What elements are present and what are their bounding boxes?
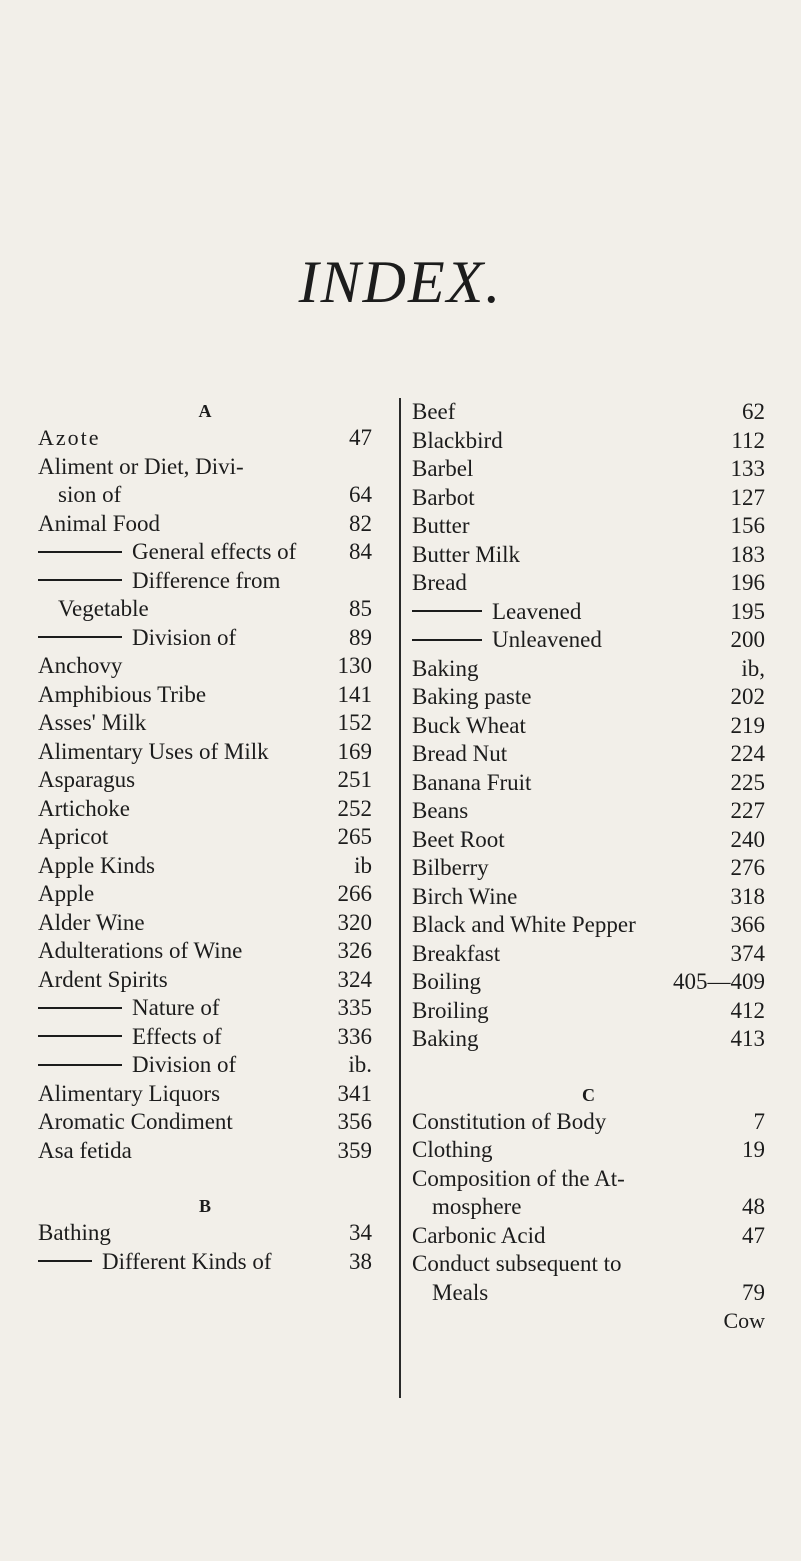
section-letter-c: C bbox=[582, 1084, 595, 1105]
index-entry bbox=[412, 1136, 765, 1165]
index-entry bbox=[412, 484, 765, 513]
entry-term bbox=[38, 681, 330, 710]
entry-term-text: Birch Wine bbox=[412, 883, 518, 909]
entry-term-text: Buck Wheat bbox=[412, 712, 526, 738]
index-entry bbox=[412, 541, 765, 570]
entry-page: 276 bbox=[730, 855, 765, 880]
entry-term-text: Effects of bbox=[132, 1023, 222, 1049]
entry-page: 130 bbox=[337, 653, 372, 678]
index-entry bbox=[412, 427, 765, 456]
index-entry bbox=[38, 966, 372, 995]
entry-page: 374 bbox=[730, 940, 765, 966]
index-entry bbox=[38, 709, 372, 738]
index-entry bbox=[412, 826, 765, 855]
index-entry bbox=[412, 683, 765, 712]
entry-term bbox=[38, 766, 330, 795]
entry-term-text: Difference from bbox=[132, 567, 281, 593]
entry-term-text: Bilberry bbox=[412, 855, 489, 880]
entry-term bbox=[38, 424, 341, 453]
entry-term-text: Division of bbox=[132, 1052, 237, 1077]
entry-page: 141 bbox=[337, 681, 372, 707]
entry-page: 405—409 bbox=[673, 969, 765, 994]
ditto-dash bbox=[412, 610, 482, 612]
entry-page: ib. bbox=[348, 1052, 372, 1077]
ditto-dash bbox=[38, 1007, 122, 1009]
entry-term-text: Black and White Pepper bbox=[412, 912, 636, 937]
entry-term bbox=[412, 626, 723, 655]
index-entry bbox=[412, 1222, 765, 1251]
entry-term bbox=[412, 883, 723, 912]
entry-term bbox=[412, 1193, 734, 1222]
section-b-entries bbox=[38, 1219, 372, 1276]
entry-page: ib bbox=[354, 852, 372, 878]
ditto-dash bbox=[38, 1064, 122, 1066]
entry-term-text: Alimentary Uses of Milk bbox=[38, 738, 269, 764]
entry-term bbox=[412, 655, 733, 684]
entry-term-text: Boiling bbox=[412, 969, 482, 994]
entry-page: 266 bbox=[337, 881, 372, 906]
entry-term-text: General effects of bbox=[132, 539, 297, 564]
index-entry bbox=[412, 655, 765, 684]
entry-page: 79 bbox=[742, 1279, 765, 1305]
index-entry bbox=[412, 740, 765, 769]
ditto-dash bbox=[38, 1260, 92, 1262]
entry-page: 196 bbox=[730, 570, 765, 595]
index-entry bbox=[412, 1250, 765, 1279]
entry-page: 195 bbox=[730, 598, 765, 624]
entry-term-text: Bread Nut bbox=[412, 741, 508, 766]
entry-term-text: Clothing bbox=[412, 1137, 493, 1162]
entry-term bbox=[412, 1165, 757, 1194]
entry-term-text: Amphibious Tribe bbox=[38, 681, 207, 707]
entry-page: 413 bbox=[730, 1026, 765, 1051]
entry-term bbox=[412, 569, 723, 598]
entry-term bbox=[38, 481, 341, 510]
entry-term bbox=[412, 769, 723, 798]
entry-page: 89 bbox=[349, 624, 372, 650]
entry-term-text: Vegetable bbox=[58, 596, 149, 621]
entry-page: 320 bbox=[337, 909, 372, 935]
entry-term bbox=[412, 1250, 757, 1279]
entry-term-text: Baking bbox=[412, 655, 479, 681]
entry-term bbox=[412, 1136, 734, 1165]
entry-term-text: Blackbird bbox=[412, 427, 503, 453]
entry-term bbox=[38, 453, 364, 482]
index-entry bbox=[412, 626, 765, 655]
entry-term-text: Leavened bbox=[492, 598, 582, 624]
entry-page: 200 bbox=[730, 627, 765, 652]
entry-term bbox=[412, 427, 723, 456]
index-entry bbox=[412, 398, 765, 427]
entry-term-text: Baking paste bbox=[412, 684, 532, 709]
entry-term bbox=[38, 966, 330, 995]
index-entry bbox=[412, 769, 765, 798]
entry-term-text: Asparagus bbox=[38, 767, 136, 792]
entry-term bbox=[38, 709, 330, 738]
entry-page: 152 bbox=[337, 710, 372, 735]
entry-term bbox=[412, 712, 723, 741]
entry-term-text: Banana Fruit bbox=[412, 769, 532, 795]
entry-term bbox=[38, 1219, 341, 1248]
entry-term bbox=[412, 484, 723, 513]
entry-page: 47 bbox=[742, 1222, 765, 1248]
entry-term-text: Beef bbox=[412, 399, 456, 424]
entry-page: 47 bbox=[349, 425, 372, 450]
entry-term-text: Conduct subsequent to bbox=[412, 1251, 622, 1276]
index-entry bbox=[38, 652, 372, 681]
index-entry bbox=[38, 766, 372, 795]
entry-term-text: Division of bbox=[132, 624, 237, 650]
entry-term bbox=[38, 1248, 341, 1277]
entry-term bbox=[38, 595, 341, 624]
index-entry bbox=[412, 1279, 765, 1308]
entry-term bbox=[38, 624, 341, 653]
entry-term-text: Ardent Spirits bbox=[38, 966, 168, 992]
index-entry bbox=[38, 795, 372, 824]
entry-page: 252 bbox=[337, 795, 372, 821]
index-entry bbox=[38, 852, 372, 881]
index-entry bbox=[38, 909, 372, 938]
index-entry bbox=[38, 481, 372, 510]
entry-term bbox=[412, 854, 723, 883]
entry-term bbox=[412, 455, 723, 484]
entry-term bbox=[38, 823, 330, 852]
ditto-dash bbox=[38, 1035, 122, 1037]
entry-page: ib, bbox=[741, 655, 765, 681]
index-entry bbox=[412, 1165, 765, 1194]
index-entry bbox=[38, 1219, 372, 1248]
entry-page: 127 bbox=[730, 484, 765, 510]
index-entry bbox=[38, 937, 372, 966]
entry-term-text: Composition of the At- bbox=[412, 1165, 625, 1191]
entry-term-text: Alimentary Liquors bbox=[38, 1080, 221, 1106]
entry-page: 202 bbox=[730, 684, 765, 709]
index-entry bbox=[38, 880, 372, 909]
entry-page: 265 bbox=[337, 824, 372, 849]
entry-page: 326 bbox=[337, 938, 372, 963]
index-entry bbox=[38, 1248, 372, 1277]
entry-term-text: Butter Milk bbox=[412, 541, 520, 567]
entry-term-text: Animal Food bbox=[38, 510, 161, 536]
entry-term-text: Beans bbox=[412, 798, 469, 823]
entry-term bbox=[38, 738, 330, 767]
entry-term-text: Beet Root bbox=[412, 826, 505, 852]
right-column bbox=[412, 398, 765, 1335]
index-entry bbox=[38, 538, 372, 567]
entry-term-text: Asa fetida bbox=[38, 1137, 132, 1163]
entry-term bbox=[412, 1279, 734, 1308]
index-entry bbox=[412, 569, 765, 598]
entry-term-text: Barbot bbox=[412, 484, 475, 510]
index-entry bbox=[38, 1137, 372, 1166]
entry-page: 318 bbox=[730, 883, 765, 909]
entry-page: 224 bbox=[730, 741, 765, 766]
entry-term-text: Bathing bbox=[38, 1220, 111, 1245]
index-entry bbox=[38, 453, 372, 482]
index-entry bbox=[38, 994, 372, 1023]
section-b-continued-entries bbox=[412, 398, 765, 1054]
entry-page: 366 bbox=[730, 912, 765, 937]
entry-term-text: Barbel bbox=[412, 456, 474, 481]
index-entry bbox=[412, 712, 765, 741]
entry-term bbox=[412, 740, 723, 769]
entry-term bbox=[38, 652, 330, 681]
page-title: INDEX. bbox=[298, 249, 503, 315]
entry-term-text: Apple bbox=[38, 881, 95, 906]
entry-page: 240 bbox=[730, 826, 765, 852]
entry-page: 227 bbox=[730, 798, 765, 823]
entry-page: 335 bbox=[337, 995, 372, 1020]
entry-term bbox=[412, 512, 723, 541]
entry-page: 112 bbox=[731, 427, 765, 453]
entry-term bbox=[38, 1137, 330, 1166]
index-entry bbox=[38, 624, 372, 653]
entry-term bbox=[412, 1025, 723, 1054]
entry-term bbox=[412, 968, 665, 997]
entry-page: 133 bbox=[730, 456, 765, 481]
entry-page: 85 bbox=[349, 596, 372, 621]
entry-term-text: Broiling bbox=[412, 997, 489, 1023]
index-entry bbox=[412, 911, 765, 940]
entry-term bbox=[412, 541, 723, 570]
entry-term-text: Bread bbox=[412, 570, 467, 595]
entry-term-text: Nature of bbox=[132, 995, 220, 1020]
left-column bbox=[38, 398, 372, 1276]
index-entry bbox=[412, 1108, 765, 1137]
section-a-entries bbox=[38, 424, 372, 1165]
index-entry bbox=[412, 968, 765, 997]
entry-page: 359 bbox=[337, 1137, 372, 1163]
index-entry bbox=[38, 424, 372, 453]
entry-term bbox=[38, 937, 330, 966]
entry-term bbox=[412, 683, 723, 712]
entry-term bbox=[38, 880, 330, 909]
entry-page: 336 bbox=[337, 1023, 372, 1049]
entry-page: 183 bbox=[730, 541, 765, 567]
entry-page: 156 bbox=[730, 513, 765, 538]
entry-term-text: Butter bbox=[412, 513, 470, 538]
entry-term-text: Artichoke bbox=[38, 795, 130, 821]
entry-term-text: Adulterations of Wine bbox=[38, 938, 243, 963]
index-entry bbox=[412, 455, 765, 484]
entry-term-text: Alder Wine bbox=[38, 909, 145, 935]
section-letter-a: A bbox=[198, 401, 212, 421]
entry-term bbox=[412, 598, 723, 627]
entry-page: 225 bbox=[730, 769, 765, 795]
index-entry bbox=[38, 595, 372, 624]
entry-term bbox=[412, 398, 734, 427]
index-entry bbox=[38, 823, 372, 852]
entry-page: 356 bbox=[337, 1109, 372, 1134]
entry-page: 219 bbox=[730, 712, 765, 738]
entry-page: 169 bbox=[337, 738, 372, 764]
entry-term-text: mosphere bbox=[432, 1194, 522, 1219]
entry-page: 341 bbox=[337, 1080, 372, 1106]
section-c-entries bbox=[412, 1108, 765, 1308]
entry-page: 324 bbox=[337, 966, 372, 992]
index-entry bbox=[38, 738, 372, 767]
entry-term-text: Unleavened bbox=[492, 627, 602, 652]
entry-term-text: Aromatic Condiment bbox=[38, 1109, 233, 1134]
section-letter-b: B bbox=[198, 1196, 211, 1216]
index-entry bbox=[38, 1051, 372, 1080]
entry-page: 62 bbox=[742, 399, 765, 424]
ditto-dash bbox=[38, 551, 122, 553]
entry-page: 64 bbox=[349, 482, 372, 507]
entry-term-text: Anchovy bbox=[38, 653, 123, 678]
index-entry bbox=[412, 940, 765, 969]
ditto-dash bbox=[412, 639, 482, 641]
entry-term bbox=[38, 510, 341, 539]
entry-term-text: Meals bbox=[432, 1279, 489, 1305]
column-divider bbox=[399, 398, 401, 1398]
entry-page: 412 bbox=[730, 997, 765, 1023]
index-entry bbox=[38, 1023, 372, 1052]
entry-page: 19 bbox=[742, 1137, 765, 1162]
index-entry bbox=[412, 512, 765, 541]
entry-term bbox=[38, 1051, 340, 1080]
entry-page: 48 bbox=[742, 1194, 765, 1219]
entry-page: 38 bbox=[349, 1248, 372, 1274]
entry-term-text: Constitution of Body bbox=[412, 1108, 607, 1134]
ditto-dash bbox=[38, 636, 122, 638]
entry-term bbox=[412, 1108, 746, 1137]
index-entry bbox=[412, 797, 765, 826]
entry-term-text: Apricot bbox=[38, 824, 109, 849]
entry-page: 82 bbox=[349, 510, 372, 536]
catchword: Cow bbox=[723, 1308, 765, 1333]
entry-term bbox=[412, 940, 723, 969]
entry-term bbox=[38, 1080, 330, 1109]
entry-term-text: Apple Kinds bbox=[38, 852, 155, 878]
entry-term-text: Different Kinds of bbox=[102, 1248, 272, 1274]
entry-term bbox=[38, 567, 364, 596]
entry-term bbox=[412, 1222, 734, 1251]
index-entry bbox=[38, 681, 372, 710]
entry-term-text: Carbonic Acid bbox=[412, 1222, 546, 1248]
entry-term-text: Baking bbox=[412, 1026, 479, 1051]
ditto-dash bbox=[38, 579, 122, 581]
entry-term-text: Aliment or Diet, Divi- bbox=[38, 453, 244, 479]
entry-term bbox=[38, 909, 330, 938]
entry-page: 251 bbox=[337, 767, 372, 792]
index-entry bbox=[38, 567, 372, 596]
index-entry bbox=[412, 883, 765, 912]
entry-term bbox=[38, 852, 346, 881]
entry-term bbox=[412, 997, 723, 1026]
entry-page: 7 bbox=[753, 1108, 765, 1134]
entry-term-text: Asses' Milk bbox=[38, 710, 147, 735]
entry-term bbox=[412, 911, 723, 940]
entry-term bbox=[412, 797, 723, 826]
entry-term-text: Azote bbox=[38, 425, 101, 450]
entry-page: 34 bbox=[349, 1220, 372, 1245]
index-entry bbox=[412, 997, 765, 1026]
index-entry bbox=[38, 1080, 372, 1109]
entry-page: 84 bbox=[349, 539, 372, 564]
entry-term-text: sion of bbox=[58, 482, 122, 507]
entry-term bbox=[38, 795, 330, 824]
index-entry bbox=[412, 1193, 765, 1222]
entry-term-text: Breakfast bbox=[412, 940, 501, 966]
index-entry bbox=[38, 510, 372, 539]
entry-term bbox=[412, 826, 723, 855]
index-entry bbox=[412, 598, 765, 627]
entry-term bbox=[38, 538, 341, 567]
entry-term bbox=[38, 1023, 330, 1052]
index-entry bbox=[412, 1025, 765, 1054]
index-entry bbox=[412, 854, 765, 883]
entry-term bbox=[38, 1108, 330, 1137]
index-entry bbox=[38, 1108, 372, 1137]
entry-term bbox=[38, 994, 330, 1023]
